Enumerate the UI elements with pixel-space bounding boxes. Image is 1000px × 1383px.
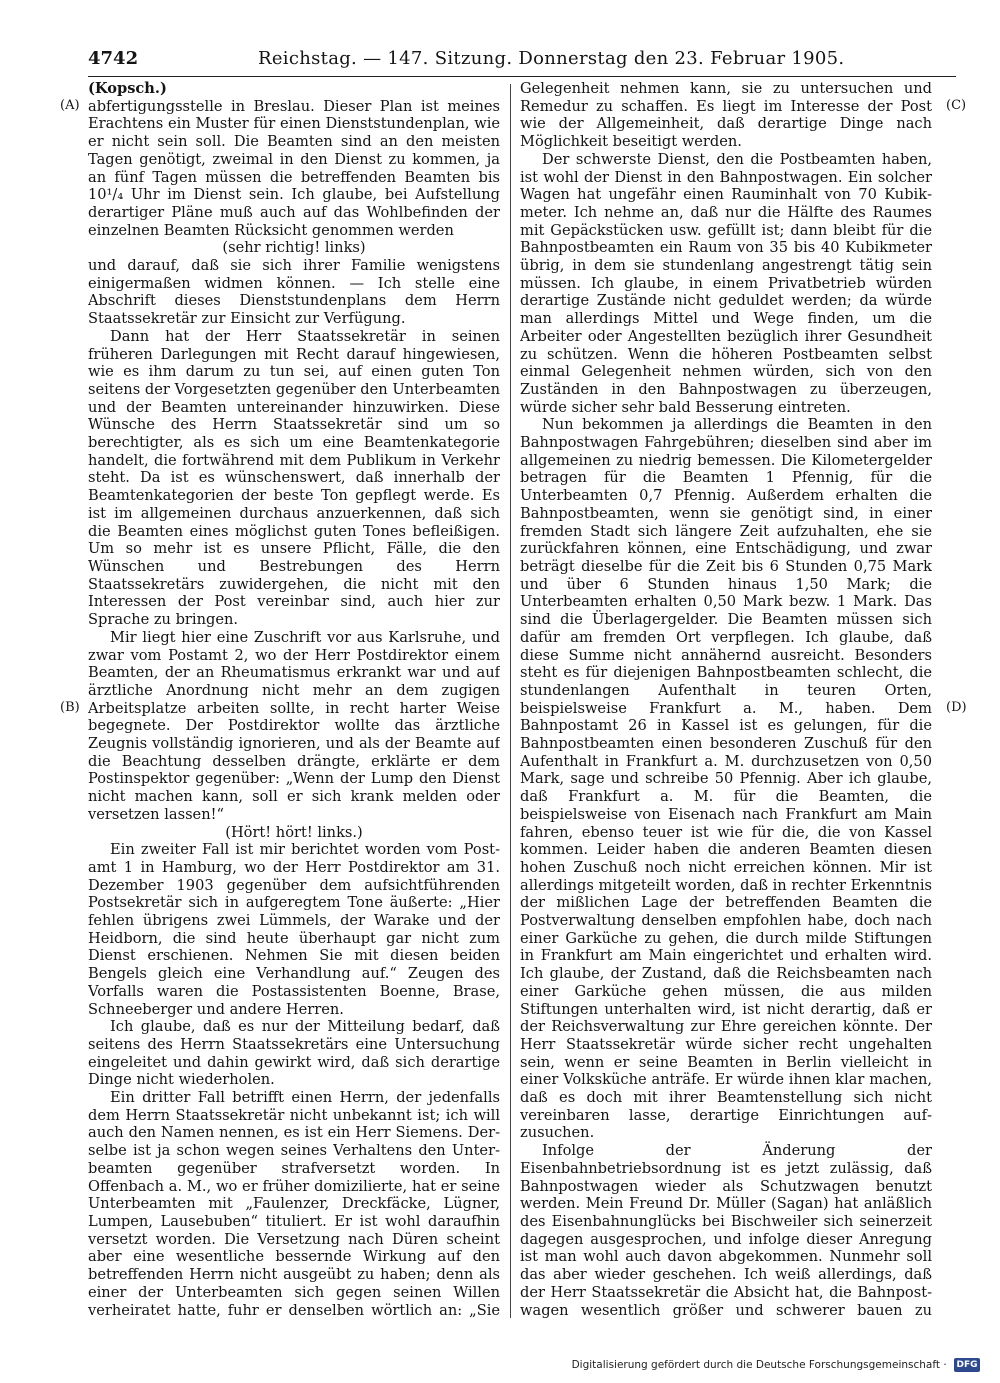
interjection: (sehr richtig! links)	[222, 239, 366, 257]
paragraph: Infolge der Änderung der Eisenbahnbetriebsordnung ist es jetzt zulässig, daß Bahnpostwagen wieder als Schutzwagen benutzt werden. Mein Freund Dr. Müller (Sagan) hat anläßlich des Eisenbahnunglücks bei Bischweiler sich seinerzeit dagegen ausgesprochen, und infolge dieser Anregung ist man wohl auch davon abgekommen. Nunmehr soll das aber wieder geschehen. Ich weiß allerdings, daß der Herr Staatssekretär die Absicht hat, die Bahnpostwagen wesentlich größer und schwerer bauen zu	[520, 1142, 932, 1319]
paragraph: Der schwerste Dienst, den die Postbeamten haben, ist wohl der Dienst in den Bahnpostwagen. Ein solcher Wagen hat ungefähr einen Rauminhalt von 70 Kubikmeter. Ich nehme an, daß nur die Hälfte des Raumes mit Gepäckstücken usw. gefüllt ist; dann bleibt für die Bahnpostbeamten ein Raum von 35 bis 40 Kubikmeter übrig, in dem sie stundenlang angestrengt tätig sein müssen. Ich glaube, in einem Privatbetrieb würden derartige Zustände nicht geduldet werden; da würde man allerdings Mittel und Wege finden, um die Arbeiter oder Angestellten bezüglich ihrer Gesundheit zu schützen. Wenn die höheren Postbeamten selbst einmal Gelegenheit nehmen würden, sich von den Zuständen in den Bahnpostwagen zu überzeugen, würde sicher sehr bald Besserung eintreten.	[520, 150, 932, 416]
running-head: Reichstag. — 147. Sitzung. Donnerstag den 23. Februar 1905.	[258, 48, 845, 69]
footer-text: Digitalisierung gefördert durch die Deutsche Forschungsgemeinschaft ·	[571, 1359, 947, 1371]
dfg-logo-icon: DFG	[954, 1358, 980, 1372]
column-divider	[510, 84, 511, 1318]
paragraph: Dann hat der Herr Staatssekretär in seinen früheren Darlegungen mit Recht darauf hingewiesen, wie es ihm darum zu tun sei, auf einen guten Ton seitens der Vorgesetzten gegenüber den Unterbeamten und der Beamten untereinander hinzuwirken. Diese Wünsche des Herrn Staatssekretär sind um so berechtigter, als es sich um eine Beamtenkategorie handelt, die fortwährend mit dem Publikum in Verkehr steht. Da ist es wünschenswert, daß innerhalb der Beamtenkategorien der beste Ton gepflegt werde. Es ist im allgemeinen durchaus anzuerkennen, daß sich die Beamten eines möglichst guten Tones befleißigen. Um so mehr ist es unsere Pflicht, Fälle, die den Wünschen und Bestrebungen des Herrn Staatssekretärs zuwidergehen, die nicht mit den Interessen der Post vereinbar sind, auch hier zur Sprache zu bringen.	[88, 327, 500, 629]
paragraph: Ein dritter Fall betrifft einen Herrn, der jedenfalls dem Herrn Staatssekretär nicht unbekannt ist; ich will auch den Namen nennen, es ist ein Herr Siemens. Derselbe ist ja schon wegen seines Verhaltens den Unterbeamten gegenüber strafversetzt worden. In Offenbach a. M., wo er früher domizilierte, hat er seine Unterbeamten mit „Faulenzer, Dreckfäcke, Lügner, Lumpen, Lausebuben“ tituliert. Er ist wohl daraufhin versetzt worden. Die Versetzung nach Düren scheint aber eine wesentliche bessernde Wirkung auf den betreffenden Herrn nicht ausgeübt zu haben; denn als einer der Unterbeamten sich gegen seinen Willen verheiratet hatte, fuhr er denselben wörtlich an: „Sie	[88, 1089, 500, 1319]
digitization-footer	[560, 1356, 980, 1374]
interjection: (Hört! hört! links.)	[225, 823, 363, 841]
paragraph: Gelegenheit nehmen kann, sie zu untersuchen und Remedur zu schaffen. Es liegt im Interesse der Post wie der Allgemeinheit, daß derartige Dinge nach Möglichkeit beseitigt werden.	[520, 80, 932, 151]
page-header	[88, 48, 956, 77]
paragraph: Ich glaube, daß es nur der Mitteilung bedarf, daß seitens des Herrn Staatssekretärs eine Untersuchung eingeleitet und dahin gewirkt wird, daß sich derartige Dinge nicht wiederholen.	[88, 1018, 500, 1089]
paragraph: Mir liegt hier eine Zuschrift vor aus Karlsruhe, und zwar vom Postamt 2, wo der Herr Postdirektor einem Beamten, der an Rheumatismus erkrankt war und auf ärztliche Anordnung nicht mehr an dem zugigen Arbeitsplatze arbeiten sollte, in recht harter Weise begegnete. Der Postdirektor wollte das ärztliche Zeugnis vollständig ignorieren, und als der Beamte auf die Beachtung desselben drängte, erklärte er dem Postinspektor gegenüber: „Wenn der Lump den Dienst nicht machen kann, soll er sich krank melden oder versetzen lassen!“	[88, 628, 500, 823]
paragraph: abfertigungsstelle in Breslau. Dieser Plan ist meines Erachtens ein Muster für einen Dienststundenplan, wie er nicht sein soll. Die Beamten sind an den meisten Tagen genötigt, zweimal in den Dienst zu kommen, ja an fünf Tagen müssen die betreffenden Beamten bis 10¹/₄ Uhr im Dienst sein. Ich glaube, bei Aufstellung derartiger Pläne muß auch auf das Wohlbefinden der einzelnen Beamten Rücksicht genommen werden	[88, 97, 500, 239]
margin-mark-d: (D)	[946, 700, 967, 715]
margin-mark-b: (B)	[60, 700, 80, 715]
margin-mark-a: (A)	[60, 98, 80, 113]
right-column	[520, 80, 932, 1320]
paragraph: und darauf, daß sie sich ihrer Familie wenigstens einigermaßen widmen können. — Ich stelle eine Abschrift dieses Dienststundenplans dem Herrn Staatssekretär zur Einsicht zur Verfügung.	[88, 257, 500, 328]
left-column	[88, 80, 500, 1320]
paragraph: Nun bekommen ja allerdings die Beamten in den Bahnpostwagen Fahrgebühren; dieselben sind aber im allgemeinen zu niedrig bemessen. Die Kilometergelder betragen für die Beamten 1 Pfennig, für die Unterbeamten 0,7 Pfennig. Außerdem erhalten die Bahnpostbeamten, wenn sie genötigt sind, in einer fremden Stadt sich längere Zeit aufzuhalten, ehe sie zurückfahren können, eine Entschädigung, und zwar beträgt dieselbe für die Zeit bis 6 Stunden 0,75 Mark und über 6 Stunden hinaus 1,50 Mark; die Unterbeamten erhalten 0,50 Mark bezw. 1 Mark. Das sind die Überlagergelder. Die Beamten müssen sich dafür am fremden Ort verpflegen. Ich glaube, daß diese Summe nicht annähernd ausreicht. Besonders steht es für diejenigen Bahnpostbeamten schlecht, die stundenlangen Aufenthalt in teuren Orten, beispielsweise Frankfurt a. M., haben. Dem Bahnpostamt 26 in Kassel ist es gelungen, für die Bahnpostbeamten einen besonderen Zuschuß für den Aufenthalt in Frankfurt a. M. durchzusetzen von 0,50 Mark, sage und schreibe 50 Pfennig. Aber ich glaube, daß Frankfurt a. M. für die Beamten, die beispielsweise von Eisenach nach Frankfurt am Main fahren, ebenso teuer ist wie für die, die von Kassel kommen. Leider haben die anderen Beamten diesen hohen Zuschuß noch nicht erreichen können. Mir ist allerdings mitgeteilt worden, daß in rechter Erkenntnis der mißlichen Lage der betreffenden Beamten die Postverwaltung denselben empfohlen habe, doch nach einer Garküche zu gehen, die durch milde Stiftungen in Frankfurt am Main eingerichtet und erhalten wird. Ich glaube, der Zustand, daß die Reichsbeamten nach einer Garküche gehen müssen, die aus milden Stiftungen unterhalten wird, ist nicht derartig, daß er der Reichsverwaltung zur Ehre gereichen könnte. Der Herr Staatssekretär würde sicher recht ungehalten sein, wenn er seine Beamten in Berlin vielleicht in einer Volksküche anträfe. Er würde ihnen klar machen, daß es doch mit ihrer Beamtenstellung sich nicht vereinbaren lasse, derartige Einrichtungen aufzusuchen.	[520, 416, 932, 1142]
speaker-label: (Kopsch.)	[88, 80, 167, 97]
page-number: 4742	[88, 48, 139, 69]
paragraph: Ein zweiter Fall ist mir berichtet worden vom Postamt 1 in Hamburg, wo der Herr Postdirektor am 31. Dezember 1903 gegenüber dem aufsichtführenden Postsekretär sich in aufgeregtem Tone äußerte: „Hier fehlen übrigens zwei Lümmels, der Warake und der Heidborn, die sind heute überhaupt gar nicht zum Dienst erschienen. Nehmen Sie mit diesen beiden Bengels gleich eine Verhandlung auf.“ Zeugen des Vorfalls waren die Postassistenten Boenne, Brase, Schneeberger und andere Herren.	[88, 841, 500, 1018]
margin-mark-c: (C)	[946, 98, 967, 113]
